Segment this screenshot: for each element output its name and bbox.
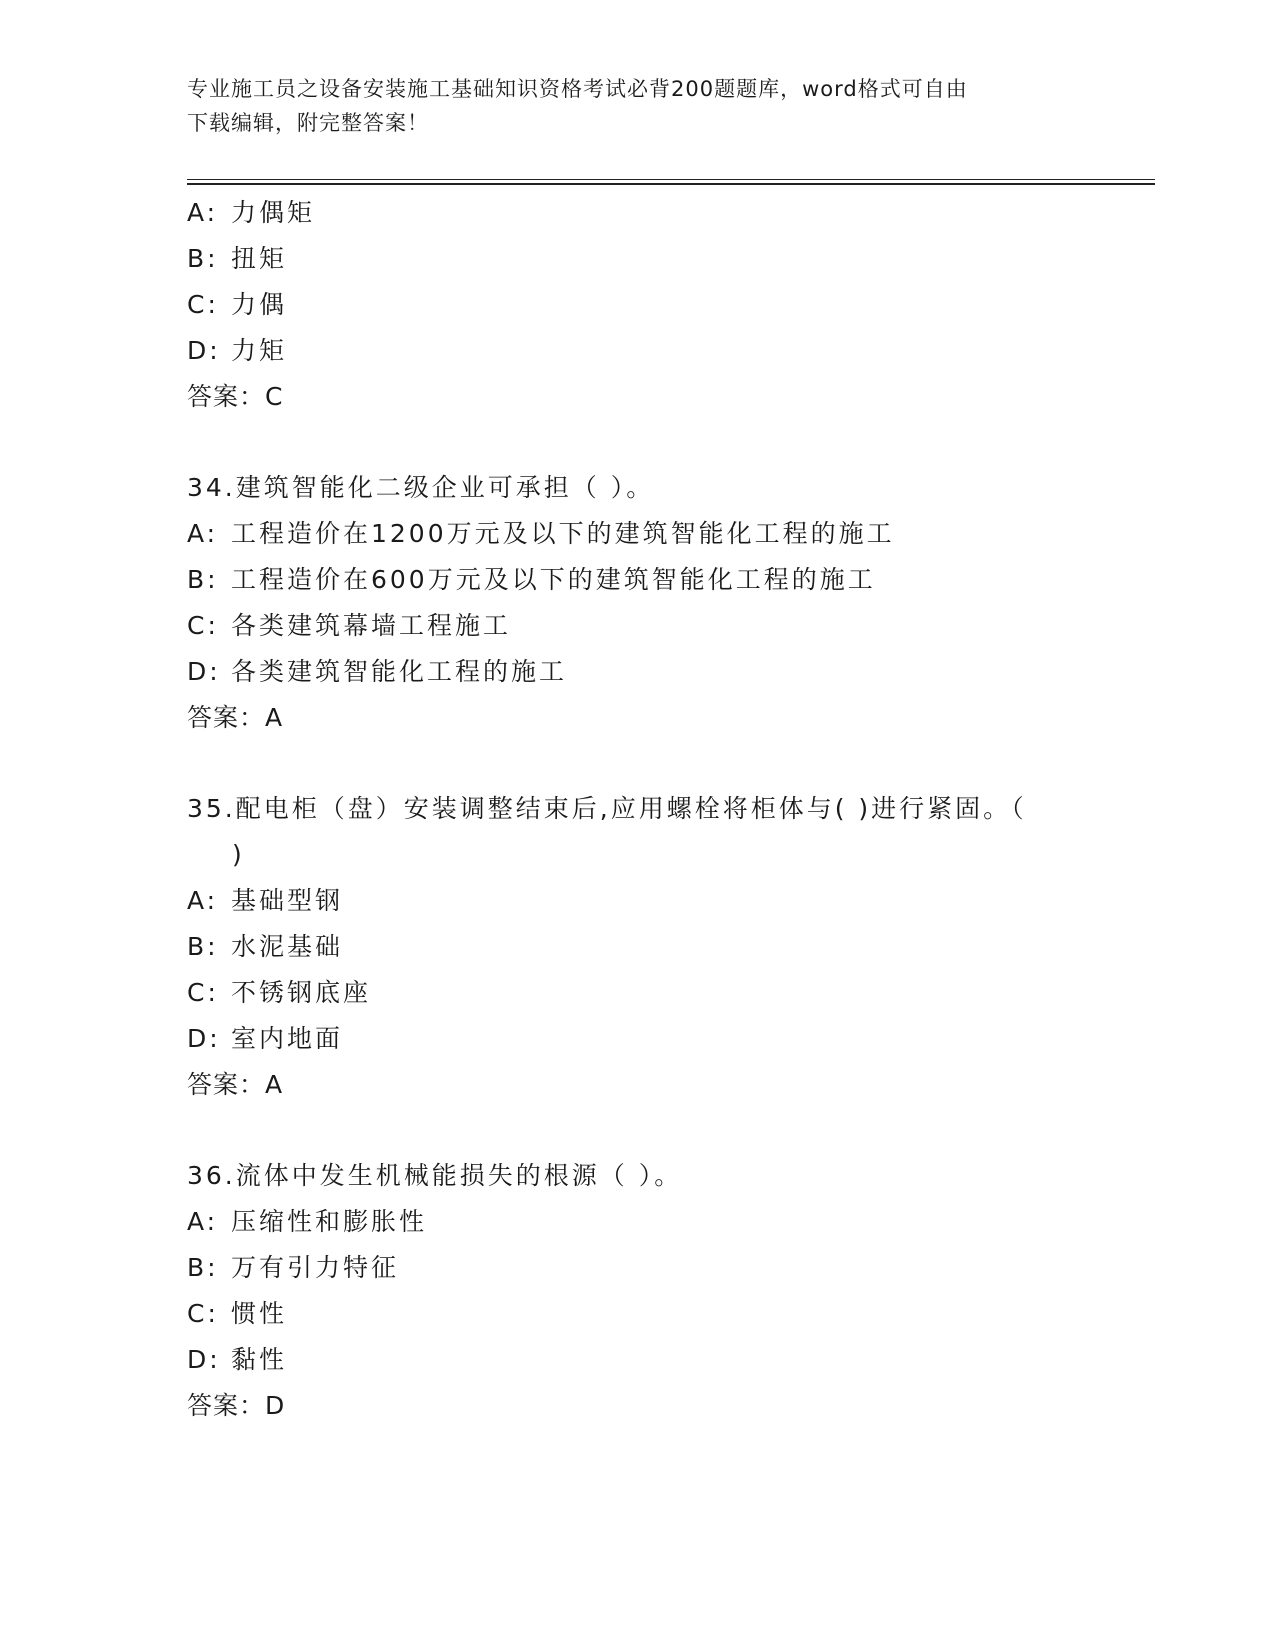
option-a: A: 基础型钢 — [187, 886, 344, 915]
question-stem: 35.配电柜（盘）安装调整结束后,应用螺栓将柜体与( )进行紧固。（ — [187, 794, 1027, 823]
question-stem: 34.建筑智能化二级企业可承担（ ）。 — [187, 473, 655, 502]
option-d: D: 力矩 — [187, 336, 288, 365]
option-d: D: 各类建筑智能化工程的施工 — [187, 657, 568, 686]
option-b: B: 万有引力特征 — [187, 1253, 400, 1282]
question-block-33 — [187, 190, 1087, 420]
option-c: C: 不锈钢底座 — [187, 978, 372, 1007]
document-header — [187, 72, 1067, 140]
question-stem: 36.流体中发生机械能损失的根源（ ）。 — [187, 1161, 683, 1190]
option-c: C: 各类建筑幕墙工程施工 — [187, 611, 512, 640]
option-d: D: 黏性 — [187, 1345, 288, 1374]
option-c: C: 力偶 — [187, 290, 288, 319]
header-divider-thick — [187, 183, 1155, 185]
answer: 答案：A — [187, 1070, 284, 1099]
option-a: A: 力偶矩 — [187, 198, 316, 227]
question-block-36 — [187, 1153, 1087, 1429]
header-line-1: 专业施工员之设备安装施工基础知识资格考试必背200题题库，word格式可自由 — [187, 77, 968, 101]
answer: 答案：C — [187, 382, 284, 411]
option-a: A: 压缩性和膨胀性 — [187, 1207, 428, 1236]
header-line-2: 下载编辑，附完整答案！ — [187, 111, 429, 135]
option-d: D: 室内地面 — [187, 1024, 344, 1053]
question-block-34 — [187, 465, 1087, 741]
question-block-35 — [187, 786, 1087, 1108]
answer: 答案：A — [187, 703, 284, 732]
option-b: B: 扭矩 — [187, 244, 288, 273]
question-list — [187, 190, 1087, 1429]
option-b: B: 工程造价在600万元及以下的建筑智能化工程的施工 — [187, 565, 876, 594]
question-stem-continuation: ) — [232, 840, 245, 869]
option-a: A: 工程造价在1200万元及以下的建筑智能化工程的施工 — [187, 519, 895, 548]
answer: 答案：D — [187, 1391, 286, 1420]
option-c: C: 惯性 — [187, 1299, 288, 1328]
option-b: B: 水泥基础 — [187, 932, 344, 961]
header-divider-thin — [187, 179, 1155, 180]
